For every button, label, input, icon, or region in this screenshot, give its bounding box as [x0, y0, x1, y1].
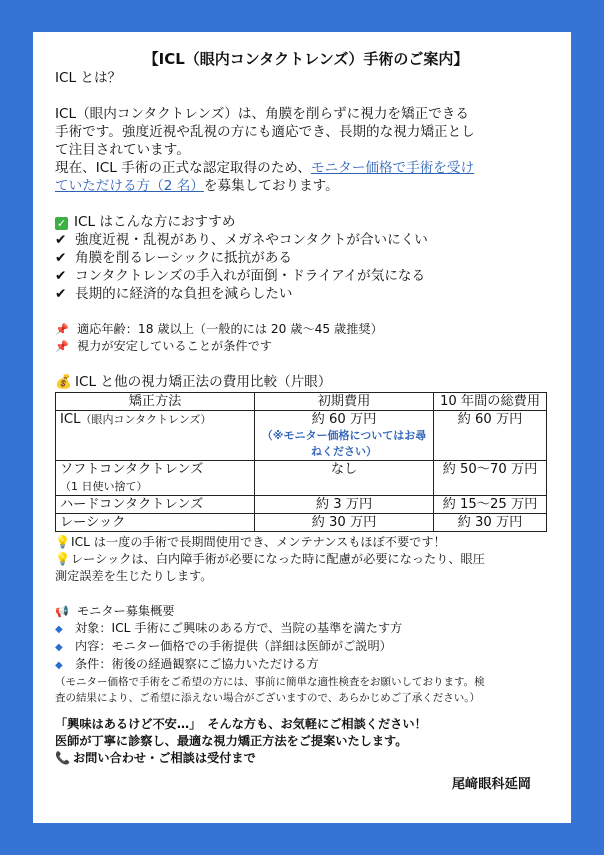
- monitor-item: [55, 638, 557, 656]
- intro-text: を募集しております。: [203, 178, 339, 194]
- method-cell: レーシック: [56, 514, 255, 532]
- monitor-heading-text: モニター募集概要: [77, 604, 175, 618]
- list-item: [55, 267, 557, 285]
- list-item-text: コンタクトレンズの手入れが面倒・ドライアイが気になる: [75, 268, 426, 284]
- method-cell: [56, 461, 255, 496]
- light-bulb-icon: 💡: [55, 552, 71, 566]
- check-box-icon: ✓: [56, 217, 67, 230]
- money-bag-icon: 💰: [55, 374, 72, 390]
- condition-item: [55, 338, 557, 355]
- condition-item: [55, 321, 557, 338]
- tips-section: [55, 534, 557, 585]
- monitor-item-text: 対象：ICL 手術にご興味のある方で、当院の基準を満たす方: [75, 621, 403, 635]
- list-item: [55, 231, 557, 249]
- condition-text: 適応年齢：18 歳以上（一般的には 20 歳〜45 歳推奨）: [77, 322, 383, 336]
- tip-text: レーシックは、白内障手術が必要になった時に配慮が必要になったり、眼圧: [71, 552, 485, 566]
- method-cell: [56, 411, 255, 461]
- recommend-section: [55, 213, 557, 303]
- recommend-heading-text: ICL はこんな方におすすめ: [74, 214, 236, 230]
- intro-line: ICL（眼内コンタクトレンズ）は、角膜を削らずに視力を矯正できる: [55, 106, 469, 122]
- blue-diamond-icon: ◆: [55, 624, 63, 635]
- check-mark-icon: ✔: [55, 250, 67, 266]
- comparison-section: [55, 373, 557, 532]
- tip-item: [55, 551, 557, 568]
- clinic-signature: 尾﨑眼科延岡: [451, 777, 531, 792]
- table-row: [56, 514, 547, 532]
- pushpin-icon: 📌: [55, 323, 69, 336]
- list-item-text: 角膜を削るレーシックに抵抗がある: [75, 250, 292, 266]
- megaphone-icon: 📢: [55, 605, 69, 618]
- conditions-section: [55, 321, 557, 355]
- initial-cost-cell: なし: [255, 461, 434, 496]
- monitor-link[interactable]: モニター価格で手術を受け: [310, 160, 475, 176]
- monitor-item-text: 内容：モニター価格での手術提供（詳細は医師がご説明）: [75, 639, 392, 653]
- method-cell: ハードコンタクトレンズ: [56, 496, 255, 514]
- blue-diamond-icon: ◆: [55, 660, 63, 671]
- intro-line: [55, 177, 557, 195]
- light-bulb-icon: 💡: [55, 535, 71, 549]
- check-mark-icon: ✔: [55, 268, 67, 284]
- monitor-section: [55, 603, 557, 706]
- intro-line: て注目されています。: [55, 142, 190, 158]
- total-cost-cell: 約 30 万円: [434, 514, 547, 532]
- method-name: ICL: [60, 412, 81, 427]
- recommend-heading: [55, 213, 557, 231]
- monitor-note: （モニター価格で手術をご希望の方には、事前に簡単な適性検査をお願いしております。検: [55, 676, 485, 688]
- what-is-heading: ICL とは？: [55, 70, 122, 86]
- list-item-text: 強度近視・乱視があり、メガネやコンタクトが合いにくい: [75, 232, 428, 248]
- method-name: ソフトコンタクトレンズ: [60, 462, 204, 477]
- tip-item: [55, 534, 557, 551]
- table-row: [56, 496, 547, 514]
- table-header-row: [56, 393, 547, 411]
- comparison-heading-text: ICL と他の視力矯正法の費用比較（片眼）: [75, 374, 332, 390]
- initial-cost-cell: 約 30 万円: [255, 514, 434, 532]
- flyer-sheet: [33, 32, 571, 823]
- monitor-item-text: 条件：術後の経過観察にご協力いただける方: [75, 657, 319, 671]
- closing-line: 「興味はあるけど不安…」 そんな方も、お気軽にご相談ください！: [55, 717, 427, 731]
- check-mark-icon: ✔: [55, 232, 67, 248]
- contact-line: [55, 750, 557, 767]
- cost-table: [55, 392, 547, 532]
- page-title: 【ICL（眼内コンタクトレンズ）手術のご案内】: [143, 50, 469, 68]
- monitor-item: [55, 656, 557, 674]
- pushpin-icon: 📌: [55, 340, 69, 353]
- list-item: [55, 285, 557, 303]
- total-cost-cell: 約 15〜25 万円: [434, 496, 547, 514]
- monitor-heading: [55, 603, 557, 620]
- tip-item-cont: 測定誤差を生じたりします。: [55, 569, 213, 583]
- initial-cost-cell: [255, 411, 434, 461]
- intro-line: 手術です。強度近視や乱視の方にも適応でき、長期的な視力矯正とし: [55, 124, 475, 140]
- intro-paragraph: [55, 105, 557, 195]
- initial-cost: 約 60 万円: [311, 412, 377, 427]
- list-item: [55, 249, 557, 267]
- initial-cost-cell: 約 3 万円: [255, 496, 434, 514]
- comparison-heading: [55, 373, 557, 391]
- tip-text: ICL は一度の手術で長期間使用でき、メンテナンスもほぼ不要です！: [71, 535, 446, 549]
- table-row: [56, 461, 547, 496]
- condition-text: 視力が安定していることが条件です: [77, 339, 272, 353]
- monitor-price-note: （※モニター価格についてはお尋ねください）: [261, 429, 427, 458]
- table-row: [56, 411, 547, 461]
- phone-icon: 📞: [55, 751, 71, 765]
- monitor-item: [55, 620, 557, 638]
- intro-text: 現在、ICL 手術の正式な認定取得のため、: [55, 160, 311, 176]
- method-sub: （眼内コンタクトレンズ）: [80, 413, 212, 426]
- contact-text: お問い合わせ・ご相談は受付まで: [73, 751, 256, 765]
- column-header: 初期費用: [255, 393, 434, 411]
- total-cost-cell: 約 60 万円: [434, 411, 547, 461]
- intro-line: [55, 159, 557, 177]
- closing-line: 医師が丁寧に診察し、最適な視力矯正方法をご提案いたします。: [55, 734, 408, 748]
- total-cost-cell: 約 50〜70 万円: [434, 461, 547, 496]
- check-mark-icon: ✔: [55, 286, 67, 302]
- column-header: 矯正方法: [56, 393, 255, 411]
- monitor-note: 査の結果により、ご希望に添えない場合がございますので、あらかじめご了承ください。）: [55, 692, 481, 704]
- monitor-link-cont[interactable]: ていただける方（2 名）: [55, 178, 204, 194]
- blue-diamond-icon: ◆: [55, 642, 63, 653]
- list-item-text: 長期的に経済的な負担を減らしたい: [75, 286, 293, 302]
- closing-section: [55, 716, 557, 767]
- method-sub: （1 日使い捨て）: [60, 480, 148, 493]
- column-header: 10 年間の総費用: [434, 393, 547, 411]
